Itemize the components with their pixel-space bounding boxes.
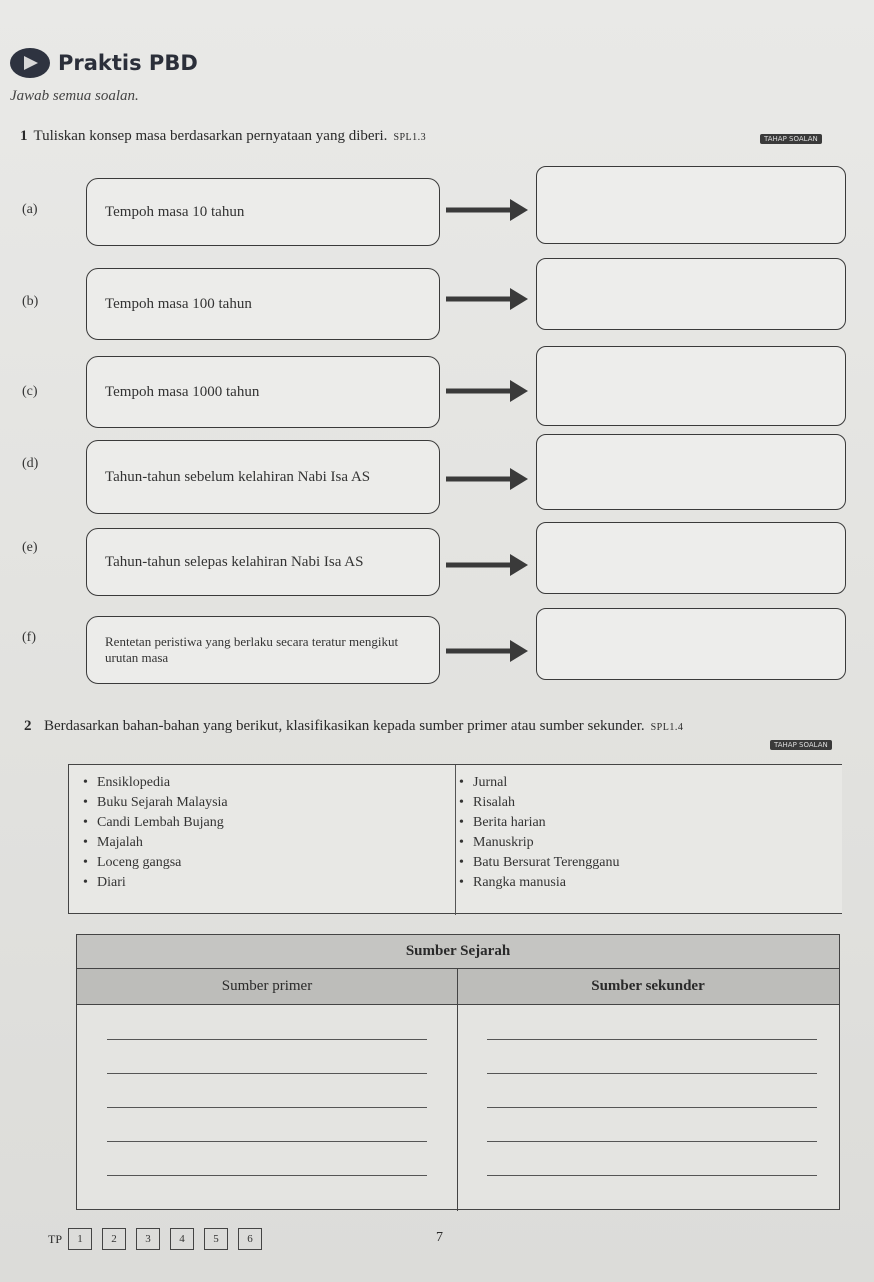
column-header-primary: Sumber primer [77,969,457,1005]
play-badge-icon [10,48,50,78]
list-item: • Berita harian [457,813,620,833]
statement-box: Rentetan peristiwa yang berlaku secara teratur mengikut urutan masa [86,616,440,684]
list-item: • Manuskrip [457,833,620,853]
question-2-title [24,718,844,736]
statement-box: Tempoh masa 10 tahun [86,178,440,246]
answer-line[interactable] [487,1039,817,1040]
tp-box[interactable]: 3 [136,1228,160,1250]
row-label: (d) [22,456,39,471]
answer-line[interactable] [107,1107,427,1108]
materials-list-left [81,773,228,893]
answer-box-b[interactable] [536,258,846,330]
answer-line[interactable] [487,1107,817,1108]
answer-box-c[interactable] [536,346,846,426]
arrow-right-icon [446,466,528,492]
row-label: (f) [22,630,36,645]
list-item: • Buku Sejarah Malaysia [81,793,228,813]
tp-box[interactable]: 5 [204,1228,228,1250]
question-text: Berdasarkan bahan-bahan yang berikut, klasifikasikan kepada sumber primer atau sumber sekunder. [44,718,645,734]
statement-box: Tahun-tahun sebelum kelahiran Nabi Isa AS [86,440,440,514]
list-item: • Ensiklopedia [81,773,228,793]
materials-list-box [68,764,842,914]
answer-box-e[interactable] [536,522,846,594]
arrow-right-icon [446,197,528,223]
question-number: 2 [24,718,32,734]
arrow-right-icon [446,286,528,312]
row-label: (c) [22,384,38,399]
row-label: (a) [22,202,38,217]
question-text: Tuliskan konsep masa berdasarkan pernyataan yang diberi. [33,128,388,144]
column-header-secondary: Sumber sekunder [457,969,839,1005]
spl-code: SPL1.4 [650,722,684,733]
tp-level-bar [48,1228,272,1250]
tp-box[interactable]: 2 [102,1228,126,1250]
list-item: • Risalah [457,793,620,813]
tp-label: TP [48,1231,63,1246]
answer-box-a[interactable] [536,166,846,244]
list-item: • Loceng gangsa [81,853,228,873]
column-divider [457,969,458,1211]
statement-box: Tahun-tahun selepas kelahiran Nabi Isa AS [86,528,440,596]
answer-line[interactable] [107,1141,427,1142]
row-label: (b) [22,294,39,309]
question-level-tag: TAHAP SOALAN [770,740,832,750]
tp-box[interactable]: 6 [238,1228,262,1250]
question-number: 1 [20,128,28,144]
answer-line[interactable] [487,1141,817,1142]
answer-line[interactable] [107,1039,427,1040]
arrow-right-icon [446,378,528,404]
arrow-right-icon [446,638,528,664]
table-title: Sumber Sejarah [77,935,839,969]
answer-line[interactable] [487,1175,817,1176]
list-item: • Batu Bersurat Terengganu [457,853,620,873]
question-1-title [20,128,426,145]
answer-box-d[interactable] [536,434,846,510]
row-label: (e) [22,540,38,555]
tp-box[interactable]: 1 [68,1228,92,1250]
list-item: • Rangka manusia [457,873,620,893]
classification-table [76,934,840,1210]
list-item: • Candi Lembah Bujang [81,813,228,833]
arrow-right-icon [446,552,528,578]
answer-box-f[interactable] [536,608,846,680]
statement-box: Tempoh masa 100 tahun [86,268,440,340]
spl-code: SPL1.3 [393,132,427,143]
answer-line[interactable] [487,1073,817,1074]
header [10,48,198,78]
list-item: • Jurnal [457,773,620,793]
statement-box: Tempoh masa 1000 tahun [86,356,440,428]
list-divider [455,765,456,915]
materials-list-right [457,773,620,893]
question-level-tag: TAHAP SOALAN [760,134,822,144]
instruction-text: Jawab semua soalan. [10,88,139,104]
answer-line[interactable] [107,1175,427,1176]
answer-line[interactable] [107,1073,427,1074]
tp-box[interactable]: 4 [170,1228,194,1250]
page-number: 7 [436,1230,443,1245]
header-title: Praktis PBD [58,51,198,75]
list-item: • Majalah [81,833,228,853]
list-item: • Diari [81,873,228,893]
